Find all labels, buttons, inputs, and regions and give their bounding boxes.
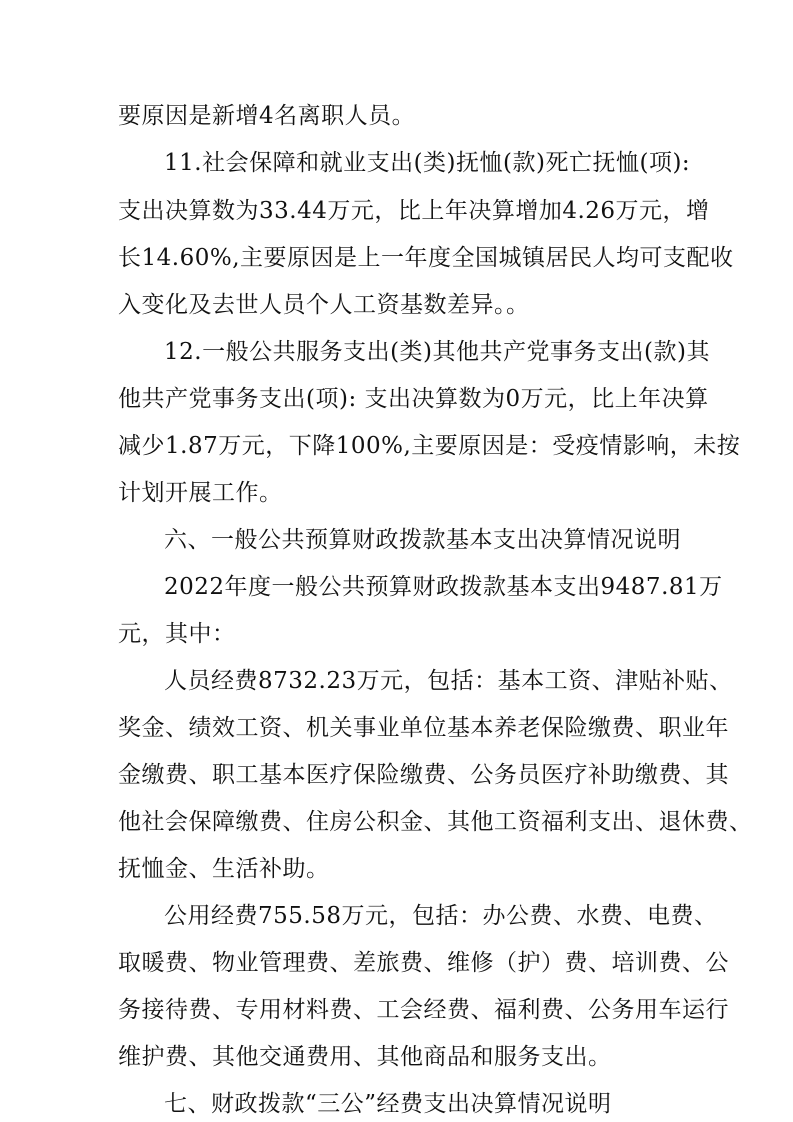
body-text-line: 减少1.87万元，下降100%,主要原因是：受疫情影响，未按: [118, 433, 741, 459]
body-text-line: 长14.60%,主要原因是上一年度全国城镇居民人均可支配收: [118, 245, 734, 271]
body-text-line: 务接待费、专用材料费、工会经费、福利费、公务用车运行: [118, 997, 729, 1023]
section-heading: 六、一般公共预算财政拨款基本支出决算情况说明: [164, 527, 681, 553]
body-text-line: 元，其中：: [118, 621, 236, 647]
body-text-line: 12.一般公共服务支出(类)其他共产党事务支出(款)其: [164, 339, 710, 365]
body-text-line: 要原因是新增4名离职人员。: [118, 103, 416, 129]
body-text-line: 计划开展工作。: [118, 480, 283, 506]
body-text-line: 取暖费、物业管理费、差旅费、维修（护）费、培训费、公: [118, 950, 729, 976]
body-text-line: 支出决算数为33.44万元，比上年决算增加4.26万元，增: [118, 198, 710, 224]
body-text-line: 他共产党事务支出(项): 支出决算数为0万元，比上年决算: [118, 386, 709, 412]
body-text-line: 奖金、绩效工资、机关事业单位基本养老保险缴费、职业年: [118, 715, 729, 741]
body-text-line: 抚恤金、生活补助。: [118, 856, 330, 882]
section-heading: 七、财政拨款“三公”经费支出决算情况说明: [164, 1091, 612, 1117]
body-text-line: 公用经费755.58万元，包括：办公费、水费、电费、: [164, 903, 718, 929]
body-text-line: 他社会保障缴费、住房公积金、其他工资福利支出、退休费、: [118, 809, 753, 835]
body-text-line: 2022年度一般公共预算财政拨款基本支出9487.81万: [164, 574, 723, 600]
body-text-line: 11.社会保障和就业支出(类)抚恤(款)死亡抚恤(项):: [164, 150, 691, 176]
body-text-line: 金缴费、职工基本医疗保险缴费、公务员医疗补助缴费、其: [118, 762, 729, 788]
body-text-line: 维护费、其他交通费用、其他商品和服务支出。: [118, 1044, 612, 1070]
body-text-line: 入变化及去世人员个人工资基数差异。。: [118, 292, 530, 318]
body-text-line: 人员经费8732.23万元，包括：基本工资、津贴补贴、: [164, 668, 733, 694]
